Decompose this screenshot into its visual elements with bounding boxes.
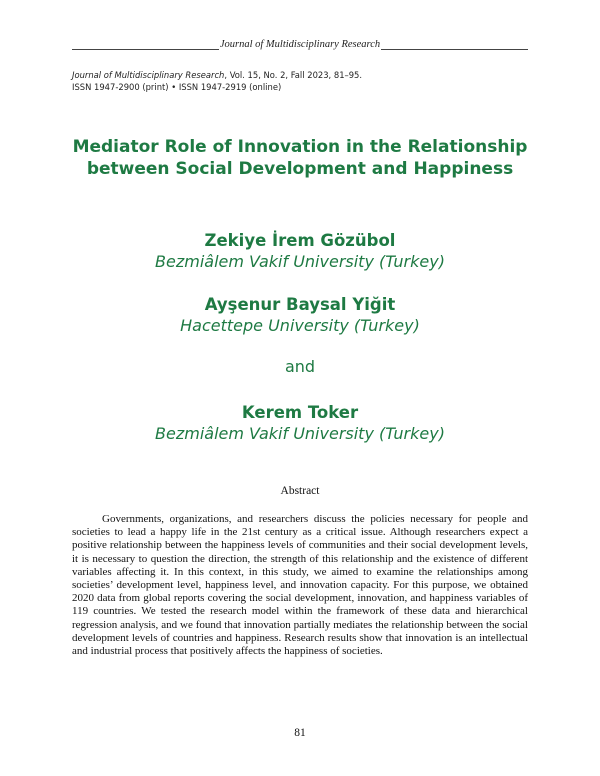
paper-title — [60, 136, 540, 180]
running-header-title: Journal of Multidisciplinary Research — [219, 39, 381, 50]
citation-line — [72, 70, 532, 82]
author-affiliation: Bezmiâlem Vakif University (Turkey) — [155, 424, 445, 443]
citation-issue: , Vol. 15, No. 2, Fall 2023, 81–95. — [224, 70, 363, 80]
abstract-text: Governments, organizations, and researchers discuss the policies necessary for people and societies to lead a happy life in the 21st century as a critical issue. Although researchers expect a positive relationship between the happiness levels of communities and their social development levels, it is necessary to question the direction, the strength of this relationship and the existence of different variables affecting it. In this context, in this study, we aimed to examine the relationships among societies’ development level, happiness level, and innovation capacity. For this purpose, we obtained 2020 data from global reports covering the social development, innovation, and happiness variables of 119 countries. We tested the research model within the framework of these data and hierarchical regression analysis, and we found that innovation partially mediates the relationship between the social development levels of countries and happiness. Research results show that innovation is an intellectual and industrial process that positively affects the happiness of societies. — [72, 513, 528, 658]
author-name: Kerem Toker — [241, 403, 359, 422]
citation-block — [72, 70, 532, 93]
author-block-1 — [60, 230, 540, 272]
author-name: Ayşenur Baysal Yiğit — [204, 295, 396, 314]
running-header — [72, 38, 528, 50]
page-number: 81 — [294, 727, 306, 739]
citation-journal: Journal of Multidisciplinary Research — [72, 70, 225, 80]
author-block-3 — [60, 402, 540, 444]
paper-title-line-2: between Social Development and Happiness — [86, 159, 514, 179]
abstract-heading: Abstract — [280, 485, 320, 497]
author-conjunction: and — [284, 357, 316, 376]
author-name: Zekiye İrem Gözübol — [204, 231, 396, 250]
author-affiliation: Bezmiâlem Vakif University (Turkey) — [155, 252, 445, 271]
citation-issn: ISSN 1947-2900 (print) • ISSN 1947-2919 (online) — [72, 81, 282, 92]
paper-title-line-1: Mediator Role of Innovation in the Relationship — [72, 137, 528, 157]
author-affiliation: Hacettepe University (Turkey) — [180, 316, 420, 335]
author-block-2 — [60, 294, 540, 336]
